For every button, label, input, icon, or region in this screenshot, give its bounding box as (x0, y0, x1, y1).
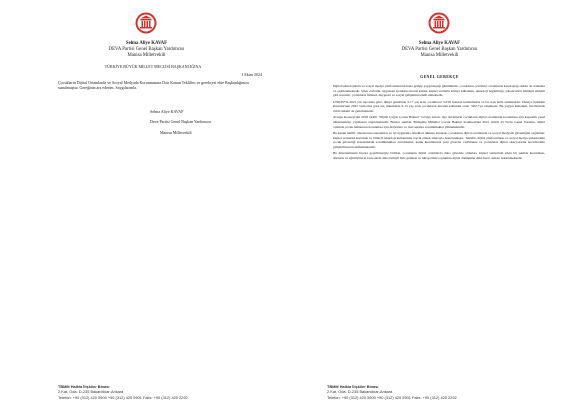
letter-date: 1 Ekim 2024 (241, 72, 262, 77)
footer-building: TBMM Halkla İlişkiler Binası (58, 384, 110, 389)
paragraph: Bu kanun teklifi, uluslararası standartlar ve iyi uygulama örnekleri dikkate alınarak, çocukların dijital ortamlarda ve sosyal medyada güvenliğini sağlamak; kişisel verilerini korumak ve bilinçli teknoloji kullanımını teşvik etmek amacıyla hazırlanmıştır. Teklifle, dijital platformların ve sosyal medya şirketlerinin çocuk güvenliği konusundaki sorumlulukları artırılmakta, kamu kurumlarına yeni görevler verilmekte ve çocukların dijital okuryazarlık becerilerinin geliştirilmesi hedeflenmektedir. (333, 130, 545, 149)
page-footer (58, 384, 188, 400)
footer-address: 2.Kat, Oda: D-235 Bakanlıklar-Ankara (327, 389, 393, 395)
justification-body (333, 84, 545, 161)
tbmm-emblem-icon (135, 12, 157, 34)
header-district: Manisa Milletvekili (420, 53, 459, 58)
footer-address: 2.Kat, Oda: D-235 Bakanlıklar-Ankara (58, 389, 124, 395)
tbmm-emblem-icon (428, 12, 450, 34)
justification-page (293, 0, 586, 414)
signature-district: Manisa Milletvekili (160, 130, 192, 135)
paragraph: Dijital teknolojilerin ve sosyal medya platformlarının hızla gelişip yaygınlaştığı günümüzde, çocukların çevrimiçi ortamlarda karşılaştığı riskler de artmakta ve çeşitlenmektedir. Siber zorbalık, uygunsuz içeriklere maruz kalma, kişisel verilerin kötüye kullanımı, teknoloji bağımlılığı, yabancılarla tehlikeli iletişim gibi sorunlar, çocukların fiziksel, duygusal ve sosyal gelişimini tehdit etmektedir. (333, 84, 545, 98)
signature-name: Selma Aliye KAVAF (150, 109, 184, 114)
paragraph: Avrupa Konseyi'nin 2018 tarihli "Dijital Çağda Çocuk Hakları" tavsiye kararı, üye devletlerin çocukların dijital ortamlarda korunması için kapsamlı yasal düzenlemeler yapmasını öngörmektedir. Benzer şekilde, Birleşmiş Milletler Çocuk Hakları Komitesi'nin 2021 tarihli 25 No'lu Genel Yorumu, dijital ortamda çocuk haklarının korunması için devletlere ve özel sektöre sorumluluklar yüklemektedir. (333, 115, 545, 129)
footer-contact: Telefon: +90 (312) 420 5900 +90 (312) 420 5901 Faks: +90 (312) 420 2292 (327, 394, 457, 400)
header-name: Selma Aliye KAVAF (418, 41, 461, 46)
signature-role: Deva Partisi Genel Başkan Yardımcısı (150, 119, 212, 124)
addressee: TÜRKİYE BÜYÜK MİLLET MECLİSİ BAŞKANLIĞINA (104, 64, 202, 69)
section-title: GENEL GEREKÇE (420, 74, 459, 79)
letter-body: Çocukların Dijital Ortamlarda ve Sosyal Medyada Korunmasına Dair Kanun Teklifim ve gerekçesi ekte Başkanlığınıza sunulmuştur. Gereğinin arz ederim. Saygılarımla. (58, 80, 249, 91)
header-role: DEVA Partisi Genel Başkan Yardımcısı (401, 47, 478, 52)
page-footer (327, 384, 457, 400)
header-name: Selma Aliye KAVAF (125, 41, 168, 46)
header-role: DEVA Partisi Genel Başkan Yardımcısı (108, 47, 185, 52)
header-district: Manisa Milletvekili (127, 53, 166, 58)
paragraph: Bu düzenlemenin hayata geçirilmesiyle birlikte, çocukların dijital ortamlarda daha güvende olmaları, kişisel verilerinin etkin bir şekilde korunması, ailelerin ve eğitimcilerin bu konuda daha bilinçli hale gelmesi ve nihayetinde toplumun dijital dönüşüme daha hazır olması beklenmektedir. (333, 151, 545, 160)
footer-contact: Telefon: +90 (312) 420 5900 +90 (312) 420 5901 Faks: +90 (312) 420 2292 (58, 394, 188, 400)
paragraph: UNICEF'in 2021 yılı raporuna göre, dünya genelinde 3-17 yaş arası çocukların %33'ü internet kullanmakta ve bu oran hızla artmaktadır. Türkiye İstatistik Kurumu'nun 2022 verilerine göre ise, ülkemizde 6-15 yaş arası çocukların internet kullanım oranı %82,7'ye ulaşmıştır. Bu yaygın kullanım, beraberinde ciddi riskleri de getirmektedir. (333, 99, 545, 114)
footer-building: TBMM Halkla İlişkiler Binası (327, 384, 379, 389)
